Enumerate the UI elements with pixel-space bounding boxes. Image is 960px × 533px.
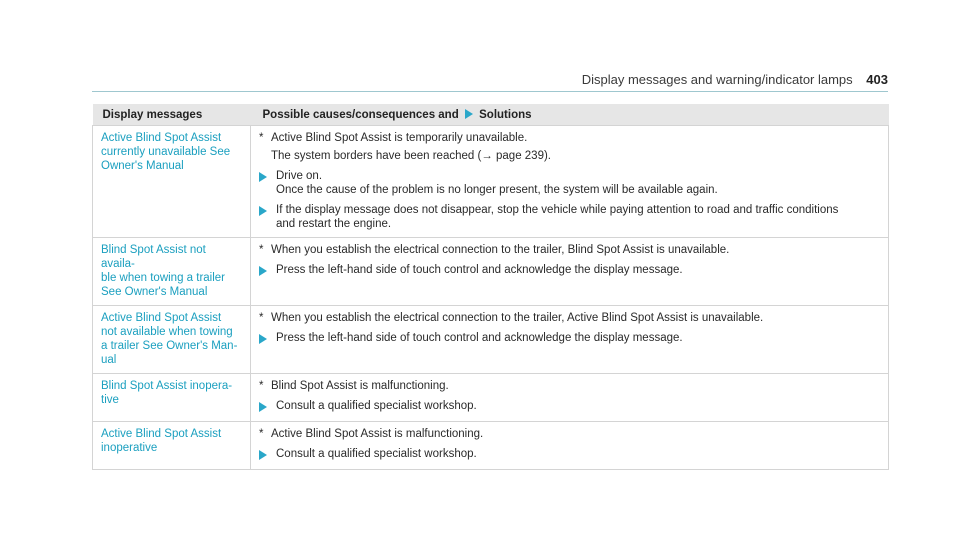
cause	[259, 427, 880, 441]
cause-text: When you establish the electrical connection to the trailer, Active Blind Spot Assist is unavailable.	[271, 312, 764, 324]
cause-text: Active Blind Spot Assist is temporarily unavailable.	[271, 132, 528, 144]
solution-step	[259, 399, 880, 415]
arrow-right-icon	[465, 109, 473, 119]
display-message	[93, 374, 251, 422]
solution-line: Consult a qualified specialist workshop.	[276, 448, 477, 460]
solution-line: Press the left-hand side of touch control and acknowledge the display message.	[276, 332, 683, 344]
display-message-line: tive	[101, 394, 119, 406]
table-row	[93, 306, 889, 374]
cause-marker: *	[259, 244, 264, 256]
bullet	[259, 203, 276, 231]
solution-line: Press the left-hand side of touch control and acknowledge the display message.	[276, 264, 683, 276]
table-row	[93, 238, 889, 306]
bullet	[259, 399, 276, 415]
display-message-line: Blind Spot Assist not availa-	[101, 244, 206, 270]
arrow-right-icon	[259, 402, 267, 412]
arrow-right-icon	[259, 450, 267, 460]
solution-step	[259, 169, 880, 197]
bullet	[259, 169, 276, 197]
display-message-line: Blind Spot Assist inopera-	[101, 380, 233, 392]
col-header-display-messages: Display messages	[93, 104, 251, 126]
cause-solution-cell	[251, 126, 889, 238]
solution-line: Consult a qualified specialist workshop.	[276, 400, 477, 412]
cause	[259, 243, 880, 257]
solution-text	[276, 331, 880, 347]
display-message	[93, 422, 251, 470]
bullet	[259, 331, 276, 347]
arrow-right-icon	[259, 172, 267, 182]
table-row	[93, 422, 889, 470]
header-title: Display messages and warning/indicator lamps	[581, 72, 853, 87]
col-header-causes-label: Possible causes/consequences and	[262, 108, 459, 121]
solution-text	[276, 399, 880, 415]
display-message-line: not available when towing	[101, 326, 233, 338]
solution-step	[259, 263, 880, 279]
cause-text: Active Blind Spot Assist is malfunctioning.	[271, 428, 484, 440]
cause-text: Blind Spot Assist is malfunctioning.	[271, 380, 449, 392]
header-rule	[92, 91, 888, 92]
solution-text	[276, 203, 880, 231]
cause-text: When you establish the electrical connection to the trailer, Blind Spot Assist is unavailable.	[271, 244, 730, 256]
display-message-line: See Owner's Manual	[101, 286, 208, 298]
cause-detail: The system borders have been reached (→ page 239).	[271, 150, 551, 162]
cause-solution-cell	[251, 306, 889, 374]
display-message-line: ble when towing a trailer	[101, 272, 226, 284]
display-message	[93, 238, 251, 306]
solution-text	[276, 263, 880, 279]
solution-text	[276, 447, 880, 463]
display-message-line: currently unavailable See	[101, 146, 231, 158]
cause	[259, 131, 880, 145]
bullet	[259, 263, 276, 279]
col-header-solutions-label: Solutions	[479, 108, 532, 121]
display-messages-table	[92, 104, 889, 470]
display-message-line: Active Blind Spot Assist	[101, 132, 222, 144]
solution-line: If the display message does not disappear, stop the vehicle while paying attention to road and traffic conditions	[276, 204, 839, 216]
cause-solution-cell	[251, 374, 889, 422]
cause-marker: *	[259, 380, 264, 392]
cause-solution-cell	[251, 422, 889, 470]
cause	[259, 311, 880, 325]
solution-step	[259, 331, 880, 347]
display-message-line: a trailer See Owner's Man-	[101, 340, 238, 352]
arrow-right-icon	[259, 334, 267, 344]
display-message-line: Owner's Manual	[101, 160, 184, 172]
arrow-right-icon	[259, 206, 267, 216]
page-number: 403	[866, 72, 888, 87]
display-message-line: ual	[101, 354, 117, 366]
solution-text	[276, 169, 880, 197]
solution-step	[259, 203, 880, 231]
page-header	[582, 72, 888, 87]
cause-marker: *	[259, 312, 264, 324]
solution-line: and restart the engine.	[276, 218, 392, 230]
table-row	[93, 374, 889, 422]
solution-line: Once the cause of the problem is no longer present, the system will be available again.	[276, 184, 718, 196]
solution-line: Drive on.	[276, 170, 323, 182]
table-header-row	[93, 104, 889, 126]
display-message-line: Active Blind Spot Assist	[101, 312, 222, 324]
cause	[259, 379, 880, 393]
solution-step	[259, 447, 880, 463]
cause-marker: *	[259, 132, 264, 144]
col-header-causes	[251, 104, 889, 126]
display-message	[93, 126, 251, 238]
arrow-right-icon	[259, 266, 267, 276]
bullet	[259, 447, 276, 463]
cause-marker: *	[259, 428, 264, 440]
cause-solution-cell	[251, 238, 889, 306]
display-message	[93, 306, 251, 374]
table-row	[93, 126, 889, 238]
display-message-line: Active Blind Spot Assist	[101, 428, 222, 440]
display-message-line: inoperative	[101, 442, 158, 454]
